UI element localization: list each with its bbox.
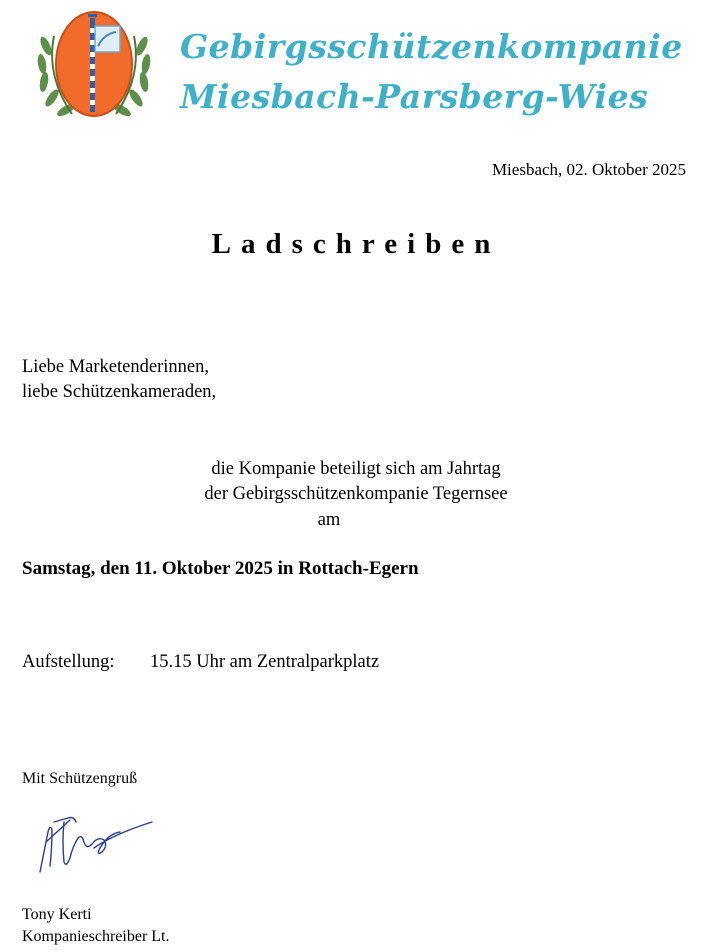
event-date-location: Samstag, den 11. Oktober 2025 in Rottach-Egern: [22, 558, 419, 579]
document-title: Ladschreiben: [211, 228, 501, 260]
signer-name: Tony Kerti: [22, 906, 92, 923]
organization-name-line-1: Gebirgsschützenkompanie: [180, 27, 683, 66]
company-emblem-icon: [32, 6, 156, 126]
salutation-line-1: Liebe Marketenderinnen,: [22, 357, 209, 377]
assembly-time-place: 15.15 Uhr am Zentralparkplatz: [150, 652, 380, 672]
date-line: Miesbach, 02. Oktober 2025: [491, 160, 686, 179]
closing-greeting: Mit Schützengruß: [22, 770, 138, 787]
announcement-line-1: die Kompanie beteiligt sich am Jahrtag: [211, 459, 501, 479]
assembly-label: Aufstellung:: [22, 652, 115, 672]
salutation-line-2: liebe Schützenkameraden,: [22, 382, 217, 402]
organization-name-line-2: Miesbach-Parsberg-Wies: [180, 77, 649, 116]
handwritten-signature: [34, 808, 158, 880]
announcement-line-3: am: [317, 510, 341, 530]
announcement-line-2: der Gebirgsschützenkompanie Tegernsee: [204, 484, 508, 504]
signer-role: Kompanieschreiber Lt.: [22, 928, 170, 945]
